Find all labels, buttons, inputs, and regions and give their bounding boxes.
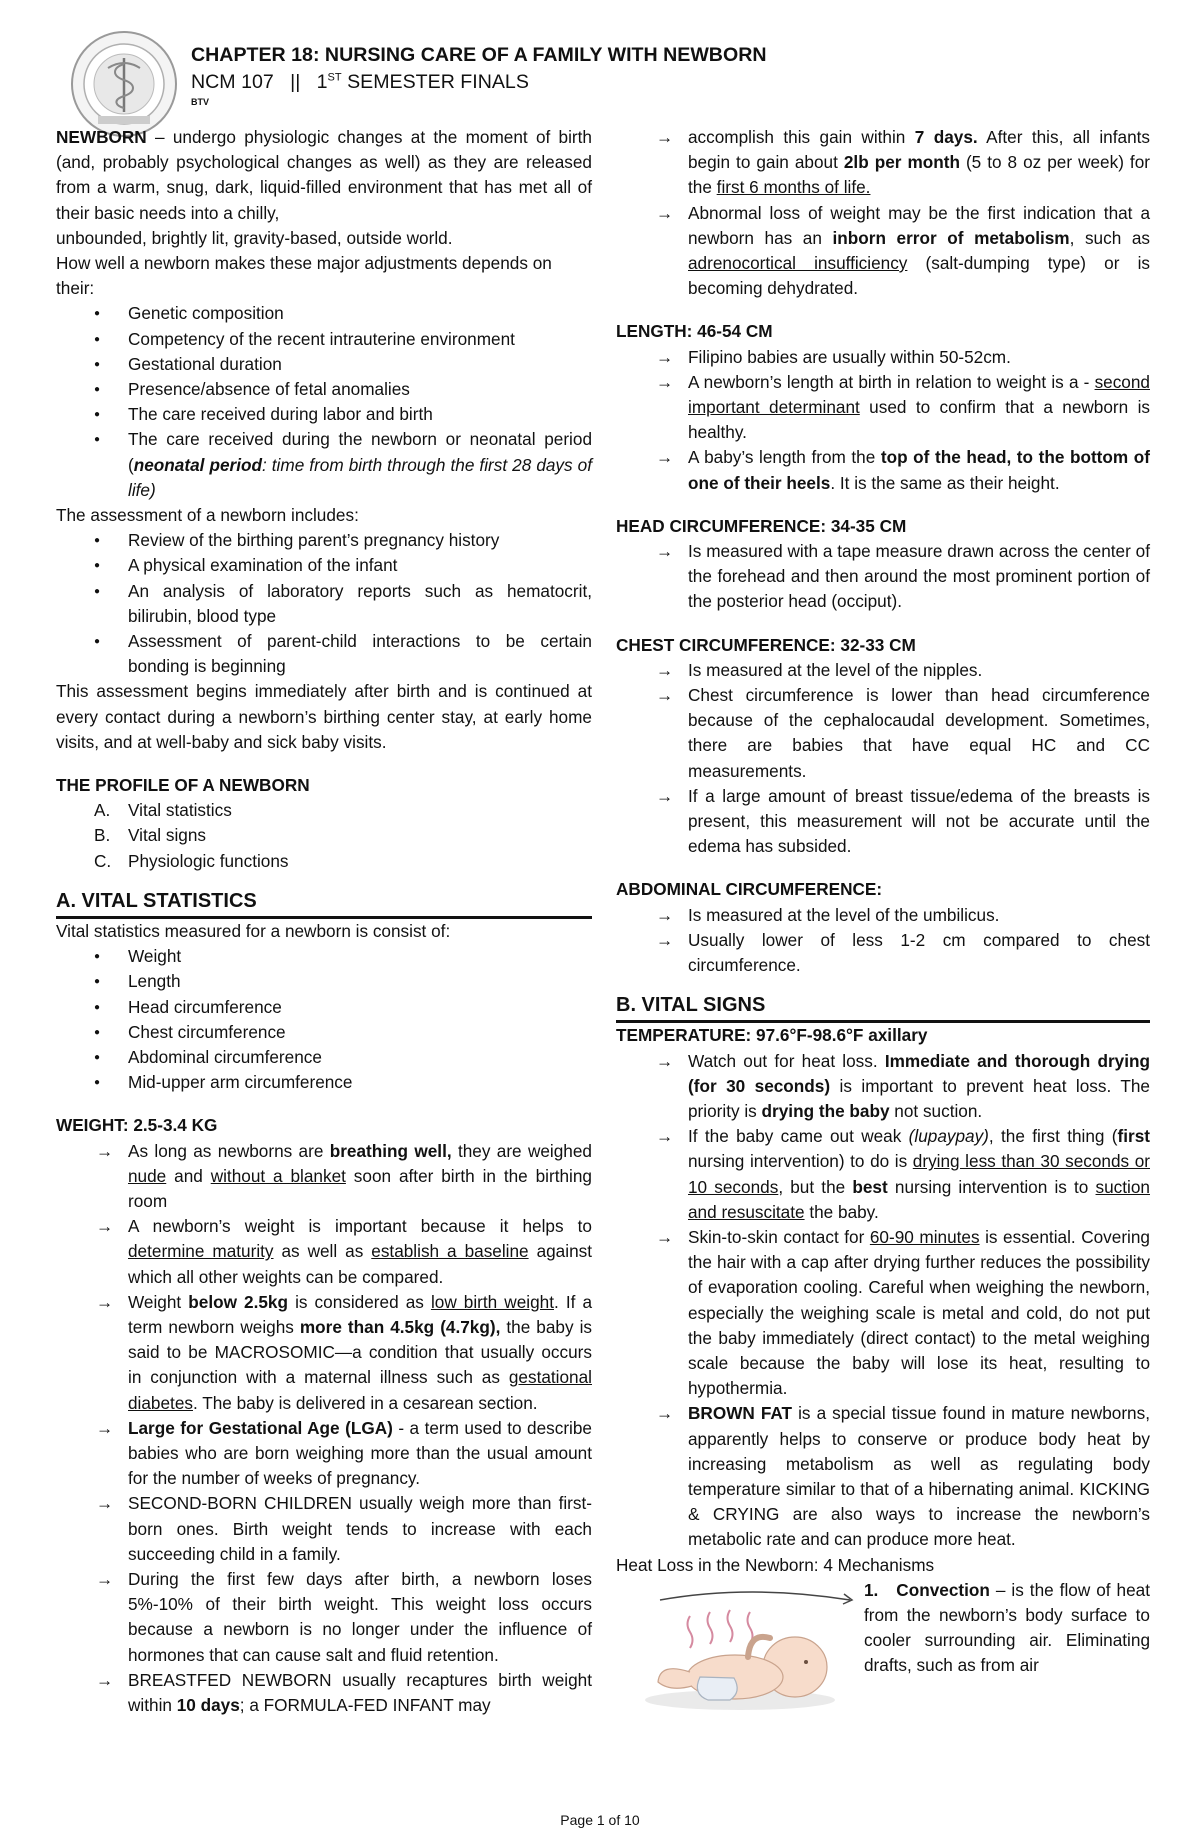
text: used to confirm that a newborn is healthy. bbox=[688, 397, 1150, 443]
temperature-heading: TEMPERATURE: 97.6°F-98.6°F axillary bbox=[616, 1025, 928, 1046]
text-underline: establish a baseline bbox=[371, 1241, 529, 1262]
abdominal-circumference-heading: ABDOMINAL CIRCUMFERENCE: bbox=[616, 879, 883, 900]
intro-line-3: How well a newborn makes these major adjustments depends on their: bbox=[56, 253, 552, 299]
text-bold: 7 days. bbox=[914, 127, 978, 147]
profile-list bbox=[56, 798, 592, 874]
vital-stats-intro: Vital statistics measured for a newborn is consist of: bbox=[56, 920, 451, 941]
text-bold: inborn error of metabolism bbox=[832, 227, 1070, 248]
text-underline: gestational diabetes bbox=[128, 1367, 592, 1413]
neonatal-definition: : time from birth through the first 28 days of life) bbox=[128, 454, 592, 500]
list-item: ● Assessment of parent-child interactions to be certain bonding is beginning bbox=[56, 629, 592, 679]
text: nursing intervention is to bbox=[887, 1176, 1096, 1197]
text-underline: nude bbox=[128, 1165, 167, 1186]
text-bold: breathing well, bbox=[329, 1140, 452, 1161]
head-list bbox=[616, 539, 1150, 615]
text: , the first thing ( bbox=[988, 1126, 1118, 1147]
chapter-title: CHAPTER 18: NURSING CARE OF A FAMILY WITH NEWBORN bbox=[191, 44, 767, 66]
section-heading-vital-signs: B. VITAL SIGNS bbox=[616, 992, 1150, 1023]
text: (salt-dumping type) or is becoming dehydrated. bbox=[688, 253, 1150, 299]
convection-term: Convection bbox=[896, 1579, 990, 1600]
text: After this, all infants begin to gain about bbox=[688, 127, 1150, 173]
text-underline: low birth weight bbox=[430, 1291, 554, 1312]
baby-convection-illustration bbox=[630, 1582, 860, 1722]
text: Skin-to-skin contact for bbox=[688, 1226, 870, 1247]
text-underline: drying less than 30 seconds or 10 seconds bbox=[688, 1151, 1150, 1197]
separator: || bbox=[290, 71, 301, 93]
text: the baby is said to be MACROSOMIC—a condition that usually occurs in conjunction with a maternal illness such as bbox=[128, 1316, 593, 1388]
temperature-list bbox=[616, 1049, 1150, 1553]
list-item bbox=[56, 849, 592, 874]
list-item: ● Gestational duration bbox=[56, 352, 592, 377]
convection-block bbox=[616, 1578, 1150, 1728]
list-item: ● Competency of the recent intrauterine environment bbox=[56, 327, 592, 352]
text: - a term used to describe babies who are born weighing more than the usual amount for the number of weeks of pregnancy. bbox=[128, 1417, 592, 1489]
list-item bbox=[56, 1416, 592, 1492]
text-bold: BROWN FAT bbox=[688, 1403, 793, 1424]
list-item bbox=[56, 427, 592, 503]
university-seal-logo bbox=[64, 28, 184, 140]
text-underline: without a blanket bbox=[210, 1165, 346, 1186]
item-letter: B. bbox=[94, 825, 111, 846]
text-underline: second important determinant bbox=[688, 371, 1150, 418]
assessment-list bbox=[56, 528, 592, 679]
text: not suction. bbox=[889, 1100, 983, 1121]
text-bold: first bbox=[1117, 1126, 1150, 1147]
head-circumference-heading: HEAD CIRCUMFERENCE: 34-35 CM bbox=[616, 515, 907, 536]
list-item bbox=[56, 798, 592, 823]
text: nursing intervention) to do is bbox=[688, 1151, 913, 1172]
list-item bbox=[616, 1225, 1150, 1401]
semester-number: 1 bbox=[316, 71, 328, 93]
list-item: ● A physical examination of the infant bbox=[56, 553, 592, 578]
intro-text: – undergo physiologic changes at the moment of birth (and, probably psychological changes as well) as they are released from a warm, snug, dark, liquid-filled environment that has met all of their basic needs into a chilly, bbox=[56, 127, 592, 223]
length-list bbox=[616, 345, 1150, 496]
text: is considered as bbox=[288, 1291, 431, 1312]
weight-list bbox=[56, 1139, 592, 1719]
list-item: ● Length bbox=[56, 969, 592, 994]
heat-loss-heading: Heat Loss in the Newborn: 4 Mechanisms bbox=[616, 1554, 935, 1575]
right-column bbox=[616, 125, 1150, 1728]
weight-list-continued bbox=[616, 125, 1150, 301]
item-text: The care received during the newborn or neonatal period ( bbox=[128, 429, 592, 475]
list-item: → Is measured with a tape measure drawn across the center of the forehead and then around the most prominent portion of the posterior head (occiput). bbox=[616, 539, 1150, 615]
section-heading-vital-statistics: A. VITAL STATISTICS bbox=[56, 888, 592, 919]
list-item-continued bbox=[616, 125, 1150, 201]
chest-circumference-heading: CHEST CIRCUMFERENCE: 32-33 CM bbox=[616, 634, 916, 655]
text: If the baby came out weak bbox=[688, 1126, 909, 1147]
list-item: ● Chest circumference bbox=[56, 1020, 592, 1045]
text: A newborn’s weight is important because it helps to bbox=[128, 1216, 592, 1237]
text: accomplish this gain within bbox=[688, 127, 915, 147]
text-bold: 2lb per month bbox=[843, 152, 960, 173]
item-text: Vital signs bbox=[128, 825, 207, 846]
list-item: ● Review of the birthing parent’s pregnancy history bbox=[56, 528, 592, 553]
text: (5 to 8 oz per week) for the bbox=[688, 152, 1150, 198]
text: they are weighed bbox=[451, 1140, 592, 1161]
text: , such as bbox=[1069, 227, 1150, 248]
list-item bbox=[616, 1124, 1150, 1225]
chest-list bbox=[616, 658, 1150, 860]
course-code: NCM 107 bbox=[191, 71, 274, 93]
abdominal-list bbox=[616, 903, 1150, 979]
list-item: ● Head circumference bbox=[56, 995, 592, 1020]
list-item bbox=[56, 1668, 592, 1718]
text: BREASTFED NEWBORN usually recaptures birth weight within bbox=[128, 1669, 592, 1715]
list-item: → During the first few days after birth, a newborn loses 5%-10% of their birth weight. This weight loss occurs because a newborn is no longer under the influence of hormones that can cause salt and fluid retention. bbox=[56, 1567, 592, 1668]
text: soon after birth in the birthing room bbox=[128, 1165, 592, 1211]
text: is a special tissue found in mature newborns, apparently helps to conserve or produce body heat by increasing metabolism as well as regulating body temperature similar to that of a hibernating animal. KICKING & CRYING are also ways to increase the newborn’s metabolic rate and can produce more heat. bbox=[688, 1403, 1150, 1550]
intro-paragraph bbox=[56, 125, 592, 226]
text: . It is the same as their height. bbox=[830, 472, 1060, 493]
text-bold: top of the head, to the bottom of one of their heels bbox=[688, 447, 1150, 493]
intro-line-2: unbounded, brightly lit, gravity-based, outside world. bbox=[56, 227, 453, 248]
list-item: → Usually lower of less 1-2 cm compared to chest circumference. bbox=[616, 928, 1150, 978]
text: ; a FORMULA-FED INFANT may bbox=[239, 1694, 491, 1715]
course-line bbox=[191, 69, 767, 96]
text: against which all other weights can be compared. bbox=[128, 1241, 592, 1287]
assessment-after: This assessment begins immediately after birth and is continued at every contact during a newborn’s birthing center stay, at early home visits, and at well-baby and sick baby visits. bbox=[56, 681, 592, 752]
text-bold: best bbox=[852, 1176, 888, 1197]
text: Watch out for heat loss. bbox=[688, 1050, 885, 1071]
list-item: ● The care received during labor and birth bbox=[56, 402, 592, 427]
text-bold: below 2.5kg bbox=[188, 1291, 288, 1312]
text: – is the flow of heat from the newborn’s body surface to cooler surrounding air. Eliminating drafts, such as from air bbox=[864, 1579, 1150, 1676]
text: is essential. Covering the hair with a cap after drying further reduces the possibility of evaporation cooling. Careful when weighing the newborn, especially the weighing scale is metal and cold, do not put the baby immediately (direct contact) to the metal weighing scale because the baby will lose its heat, resulting to hypothermia. bbox=[688, 1226, 1150, 1399]
list-item: → Is measured at the level of the umbilicus. bbox=[616, 903, 1150, 928]
text: Weight bbox=[128, 1291, 189, 1312]
text-bold: drying the baby bbox=[761, 1100, 890, 1121]
author-tag: BTV bbox=[191, 97, 209, 107]
item-text: Physiologic functions bbox=[128, 850, 289, 871]
item-letter: A. bbox=[94, 800, 111, 821]
list-item: ● Genetic composition bbox=[56, 301, 592, 326]
neonatal-term: neonatal period bbox=[133, 454, 262, 475]
text-bold: Large for Gestational Age (LGA) bbox=[128, 1417, 393, 1438]
depends-list bbox=[56, 301, 592, 503]
list-item: → SECOND-BORN CHILDREN usually weigh more than first-born ones. Birth weight tends to increase with each succeeding child in a family. bbox=[56, 1491, 592, 1567]
text-underline: adrenocortical insufficiency bbox=[688, 253, 908, 274]
list-item: ● An analysis of laboratory reports such as hematocrit, bilirubin, blood type bbox=[56, 579, 592, 629]
text-italic: (lupaypay) bbox=[908, 1126, 989, 1147]
text: . The baby is delivered in a cesarean section. bbox=[192, 1392, 538, 1413]
left-column bbox=[56, 125, 592, 1718]
weight-heading: WEIGHT: 2.5-3.4 KG bbox=[56, 1115, 218, 1136]
text: A newborn’s length at birth in relation to weight is a - bbox=[688, 371, 1095, 392]
text-bold: 10 days bbox=[176, 1694, 240, 1715]
mechanism-number: 1. bbox=[864, 1579, 879, 1600]
newborn-term: NEWBORN bbox=[56, 127, 147, 147]
list-item: ● Presence/absence of fetal anomalies bbox=[56, 377, 592, 402]
text: , but the bbox=[778, 1176, 853, 1197]
semester-suffix: ST bbox=[327, 71, 342, 84]
list-item bbox=[56, 823, 592, 848]
list-item bbox=[616, 445, 1150, 495]
text: . If a term newborn weighs bbox=[128, 1291, 593, 1337]
list-item bbox=[56, 1290, 592, 1416]
document-header bbox=[191, 42, 767, 108]
text-underline: determine maturity bbox=[128, 1241, 274, 1262]
list-item bbox=[56, 1139, 592, 1215]
text-bold: Immediate and thorough drying (for 30 seconds) bbox=[688, 1050, 1150, 1096]
assessment-intro: The assessment of a newborn includes: bbox=[56, 505, 359, 526]
profile-heading: THE PROFILE OF A NEWBORN bbox=[56, 775, 310, 796]
text: A baby’s length from the bbox=[688, 447, 881, 468]
list-item: ● Abdominal circumference bbox=[56, 1045, 592, 1070]
list-item: ● Mid-upper arm circumference bbox=[56, 1070, 592, 1095]
list-item bbox=[616, 1049, 1150, 1125]
semester-text: SEMESTER FINALS bbox=[347, 71, 529, 93]
list-item: ● Weight bbox=[56, 944, 592, 969]
text: is important to prevent heat loss. The priority is bbox=[688, 1075, 1150, 1121]
page-number: Page 1 of 10 bbox=[560, 1812, 640, 1828]
list-item: → Filipino babies are usually within 50-52cm. bbox=[616, 345, 1150, 370]
text-underline: 60-90 minutes bbox=[869, 1226, 980, 1247]
list-item bbox=[616, 1401, 1150, 1552]
text: and bbox=[166, 1165, 211, 1186]
text: the baby. bbox=[804, 1201, 879, 1222]
list-item bbox=[616, 370, 1150, 446]
length-heading: LENGTH: 46-54 CM bbox=[616, 321, 773, 342]
convection-text bbox=[864, 1578, 1150, 1679]
list-item bbox=[616, 201, 1150, 302]
item-letter: C. bbox=[94, 850, 112, 871]
item-text: Vital statistics bbox=[128, 800, 232, 821]
text: as well as bbox=[273, 1241, 372, 1262]
text-bold: more than 4.5kg (4.7kg), bbox=[299, 1316, 501, 1337]
list-item: → Chest circumference is lower than head circumference because of the cephalocaudal development. Sometimes, there are babies that have equal HC and CC measurements. bbox=[616, 683, 1150, 784]
text: Abnormal loss of weight may be the first indication that a newborn has an bbox=[688, 202, 1150, 248]
list-item: → Is measured at the level of the nipples. bbox=[616, 658, 1150, 683]
text-underline: suction and resuscitate bbox=[688, 1176, 1150, 1222]
list-item bbox=[56, 1214, 592, 1290]
text-underline: first 6 months of life. bbox=[716, 177, 871, 198]
list-item: → If a large amount of breast tissue/edema of the breasts is present, this measurement will not be accurate until the edema has subsided. bbox=[616, 784, 1150, 860]
vital-stats-list bbox=[56, 944, 592, 1095]
text: As long as newborns are bbox=[128, 1140, 330, 1161]
